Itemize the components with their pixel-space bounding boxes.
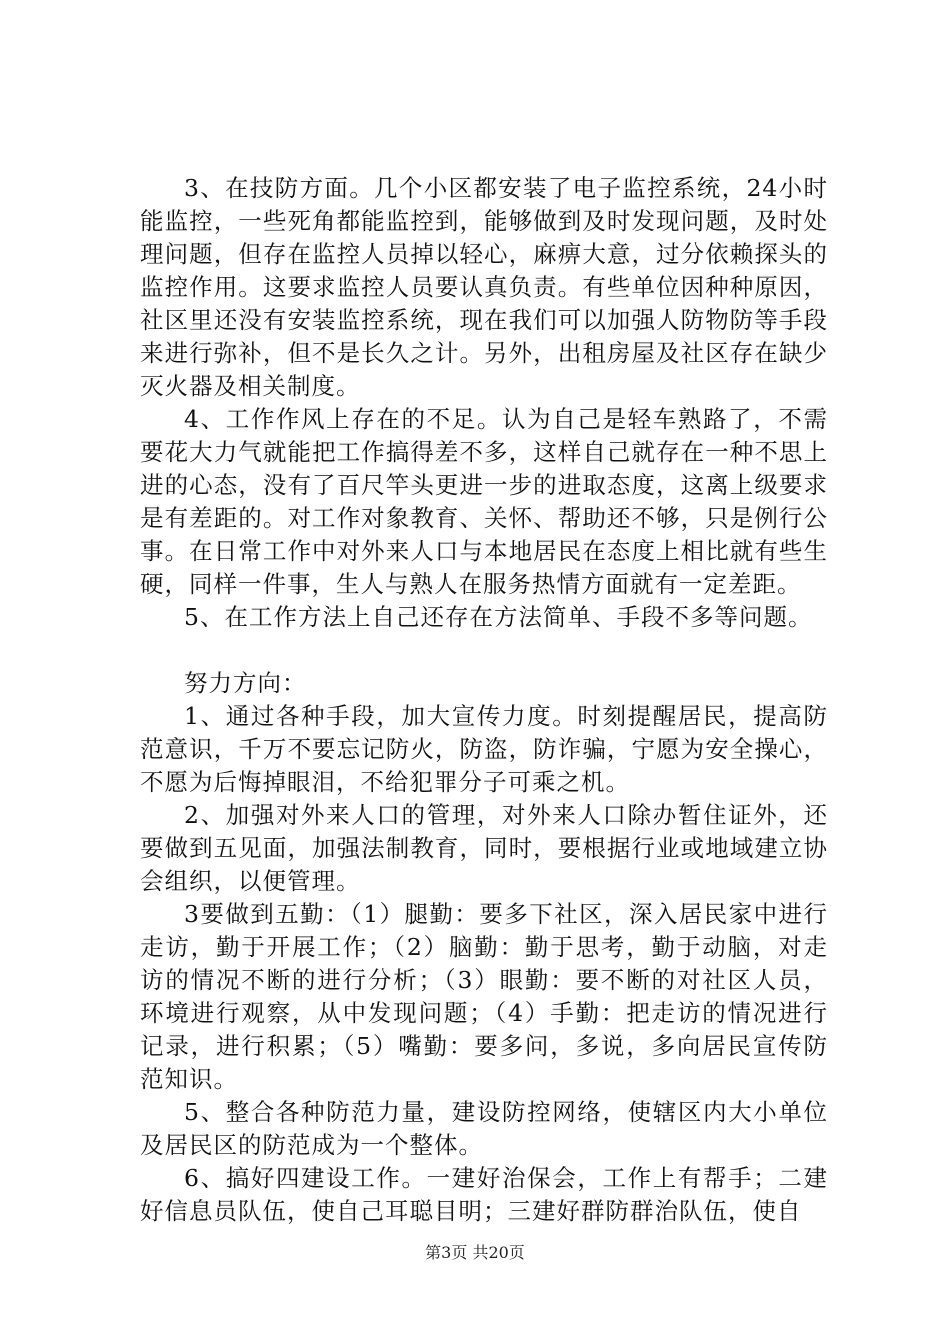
paragraph-spacer bbox=[140, 634, 828, 667]
paragraph-publicity: 1、通过各种手段，加大宣传力度。时刻提醒居民，提高防范意识，千万不要忘记防火，防盗，防诈骗，宁愿为安全操心，不愿为后悔掉眼泪，不给犯罪分子可乘之机。 bbox=[140, 702, 828, 796]
section-heading: 努力方向： bbox=[184, 669, 307, 697]
paragraph-five-diligences: 3要做到五勤：（1）腿勤：要多下社区，深入居民家中进行走访，勤于开展工作；（2）脑勤：勤于思考，勤于动脑，对走访的情况不断的进行分析；（3）眼勤：要不断的对社区人员，环境进行观察，从中发现问题；（4）手勤：把走访的情况进行记录，进行积累；（5）嘴勤：要多问，多说，多向居民宣传防范知识。 bbox=[140, 900, 828, 1093]
paragraph-prevention-network: 5、整合各种防范力量，建设防控网络，使辖区内大小单位及居民区的防范成为一个整体。 bbox=[140, 1098, 828, 1159]
paragraph-work-style: 4、工作作风上存在的不足。认为自己是轻车熟路了，不需要花大力气就能把工作搞得差不多，这样自己就存在一种不思上进的心态，没有了百尺竿头更进一步的进取态度，这离上级要求是有差距的。对工作对象教育、关怀、帮助还不够，只是例行公事。在日常工作中对外来人口与本地居民在态度上相比就有些生硬，同样一件事，生人与熟人在服务热情方面就有一定差距。 bbox=[140, 405, 828, 598]
paragraph-tech-prevention: 3、在技防方面。几个小区都安装了电子监控系统，24小时能监控，一些死角都能监控到，能够做到及时发现问题，及时处理问题，但存在监控人员掉以轻心，麻痹大意，过分依赖探头的监控作用。这要求监控人员要认真负责。有些单位因种种原因，社区里还没有安装监控系统，现在我们可以加强人防物防等手段来进行弥补，但不是长久之计。另外，出租房屋及社区存在缺少灭火器及相关制度。 bbox=[140, 174, 828, 400]
paragraph-four-constructions: 6、搞好四建设工作。一建好治保会，工作上有帮手；二建好信息员队伍，使自己耳聪目明；三建好群防群治队伍，使自 bbox=[140, 1164, 828, 1225]
page-number-footer: 第3页 共20页 bbox=[425, 1243, 525, 1262]
document-body bbox=[140, 172, 828, 1228]
paragraph-migrant-management: 2、加强对外来人口的管理，对外来人口除办暂住证外，还要做到五见面，加强法制教育，同时，要根据行业或地域建立协会组织，以便管理。 bbox=[140, 801, 828, 895]
paragraph-work-method: 5、在工作方法上自己还存在方法简单、手段不多等问题。 bbox=[184, 603, 813, 631]
